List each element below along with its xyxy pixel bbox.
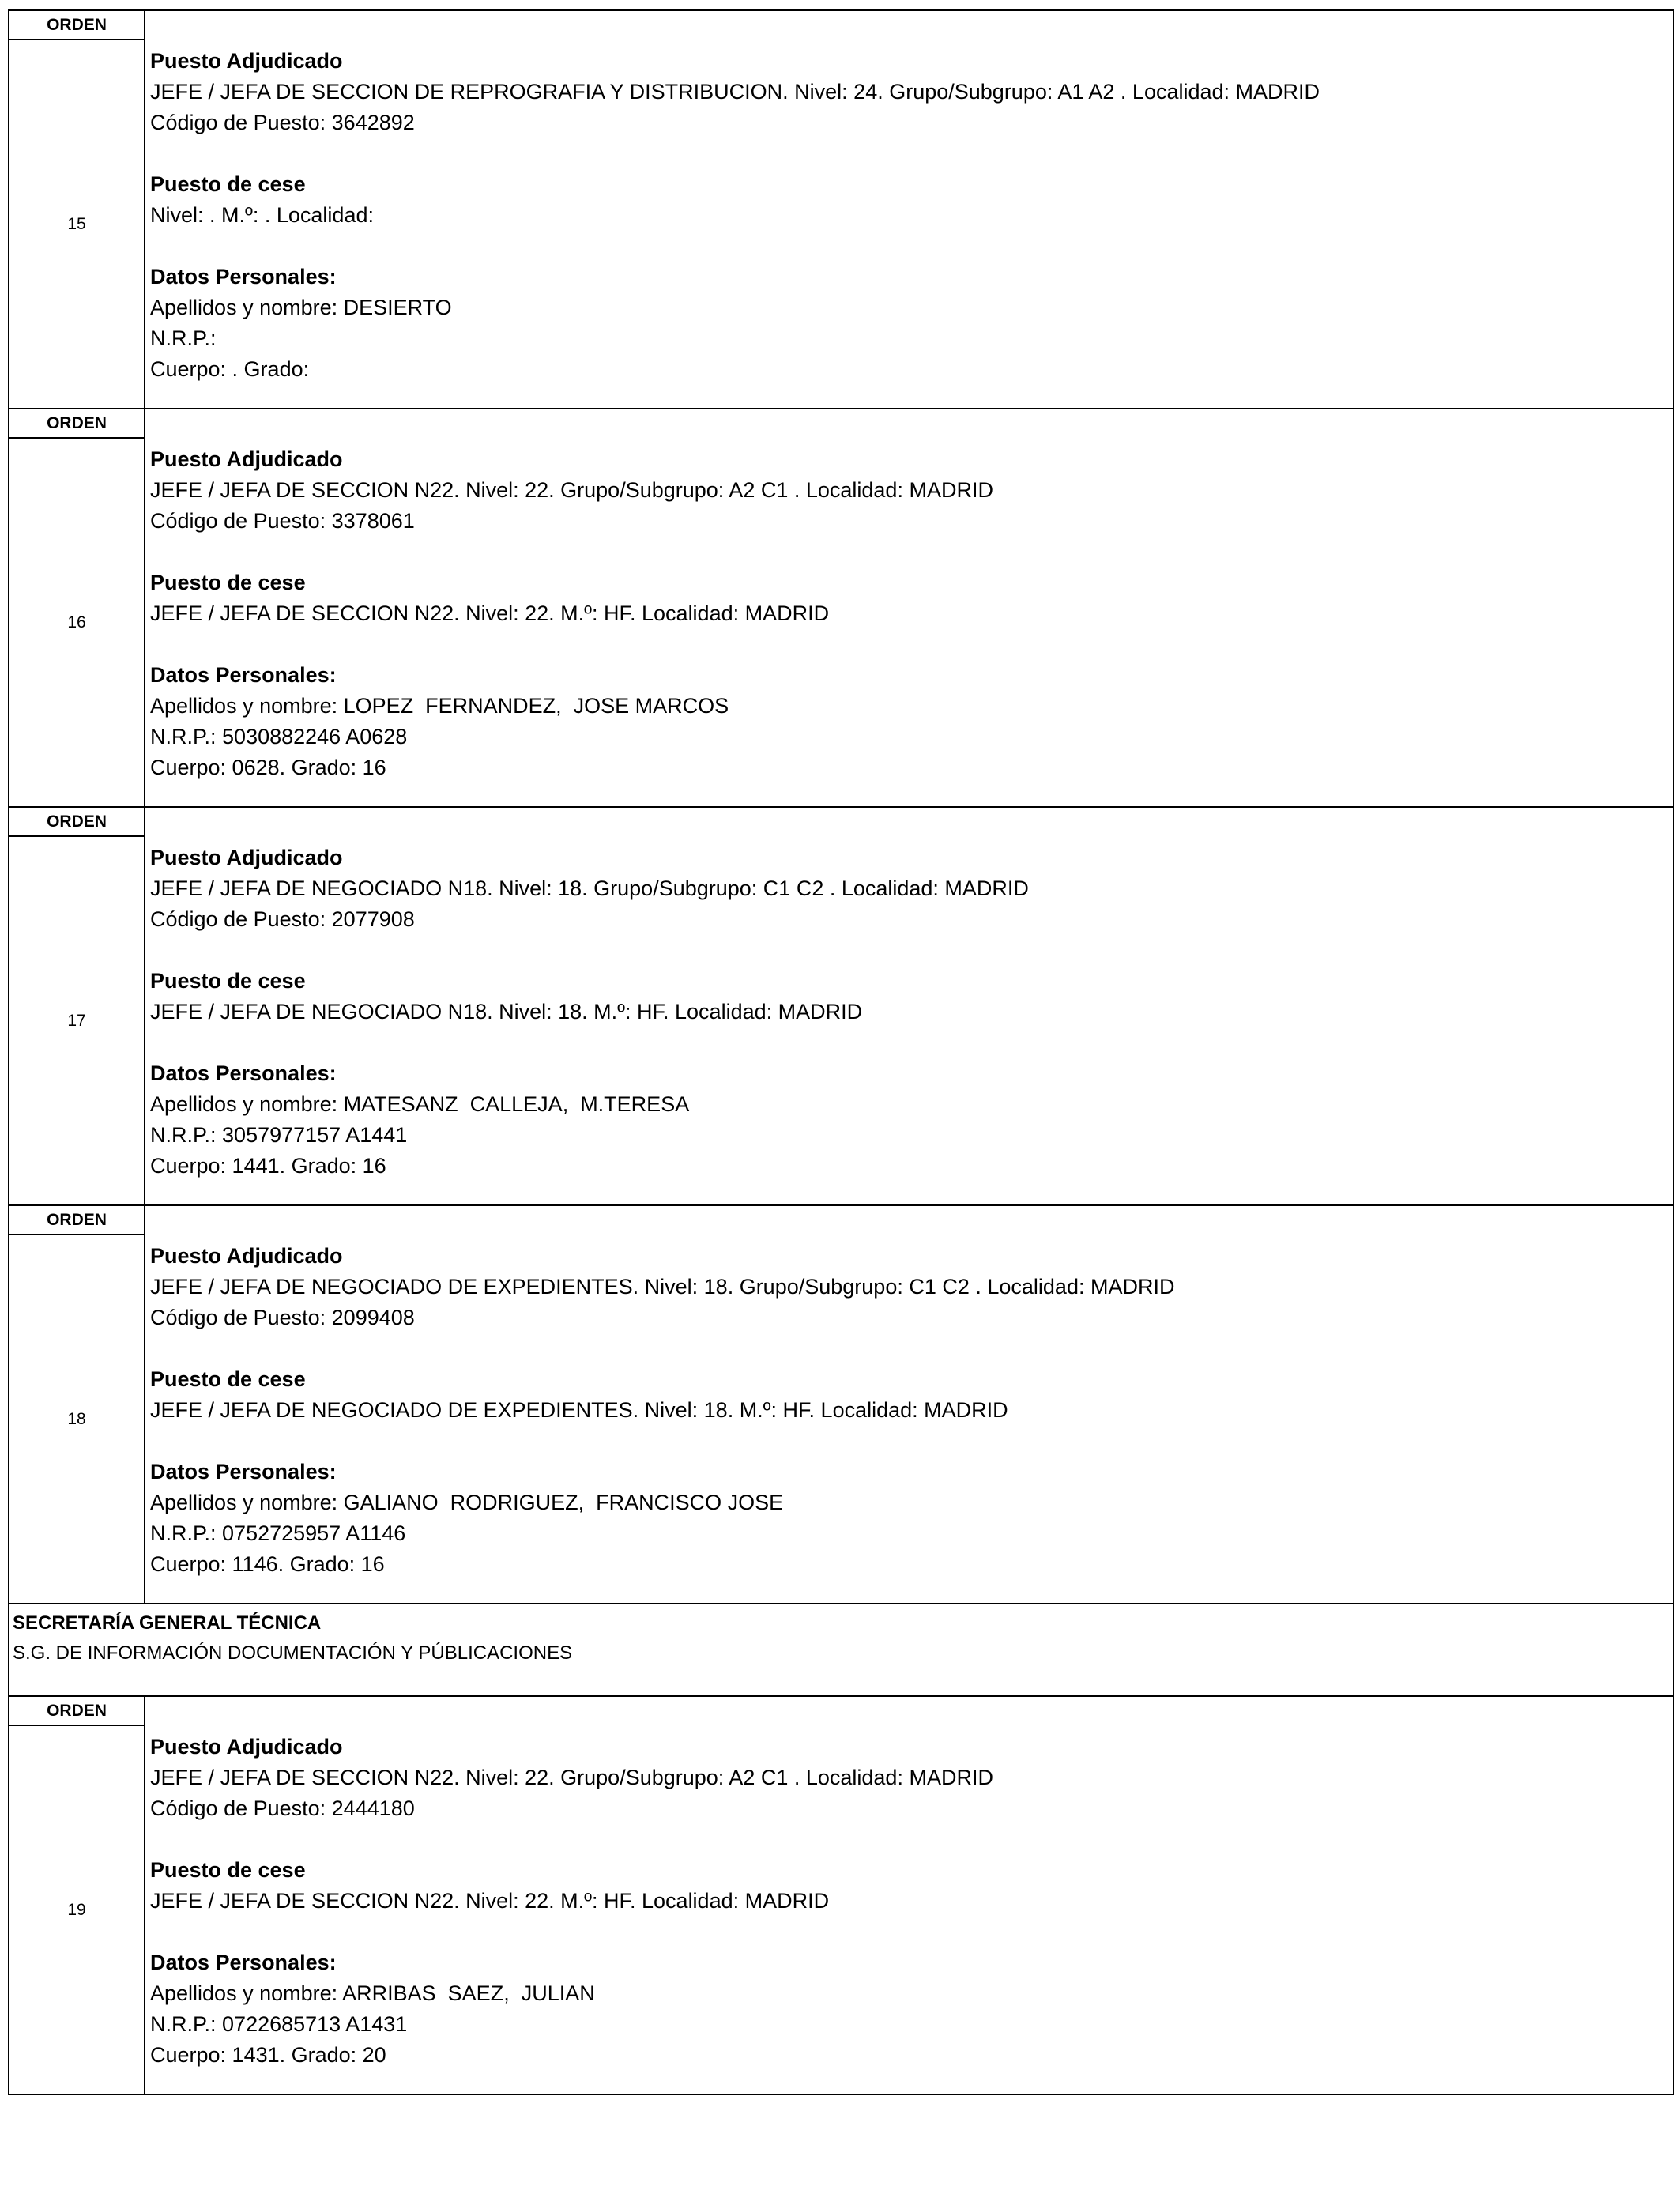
puesto-adjudicado-heading: Puesto Adjudicado (150, 846, 343, 869)
entry-row (9, 11, 1673, 409)
puesto-adjudicado-heading: Puesto Adjudicado (150, 1244, 343, 1268)
apellidos-nombre: Apellidos y nombre: LOPEZ FERNANDEZ, JOSE MARCOS (150, 694, 729, 718)
nrp: N.R.P.: 3057977157 A1441 (150, 1123, 408, 1147)
datos-personales-heading: Datos Personales: (150, 1951, 337, 1974)
orden-number: 15 (67, 214, 86, 233)
orden-number: 16 (67, 613, 86, 631)
entry-content (145, 808, 1673, 1204)
cuerpo-grado: Cuerpo: 1441. Grado: 16 (150, 1154, 386, 1178)
datos-personales-heading: Datos Personales: (150, 1460, 337, 1483)
cese-line: JEFE / JEFA DE NEGOCIADO DE EXPEDIENTES. Nivel: 18. M.º: HF. Localidad: MADRID (150, 1398, 1008, 1422)
orden-number: 17 (67, 1011, 86, 1030)
orden-label: ORDEN (9, 808, 144, 837)
cese-line: JEFE / JEFA DE SECCION N22. Nivel: 22. M.º: HF. Localidad: MADRID (150, 601, 830, 625)
codigo-puesto: Código de Puesto: 3642892 (150, 111, 415, 134)
entry-content (145, 11, 1673, 408)
orden-column (9, 808, 145, 1204)
cuerpo-grado: Cuerpo: . Grado: (150, 357, 310, 381)
puesto-cese-heading: Puesto de cese (150, 969, 306, 993)
apellidos-nombre: Apellidos y nombre: MATESANZ CALLEJA, M.TERESA (150, 1092, 690, 1116)
cese-line: Nivel: . M.º: . Localidad: (150, 203, 374, 227)
adjudicado-line: JEFE / JEFA DE SECCION N22. Nivel: 22. Grupo/Subgrupo: A2 C1 . Localidad: MADRID (150, 1766, 993, 1789)
orden-number: 18 (67, 1409, 86, 1428)
puesto-cese-heading: Puesto de cese (150, 571, 306, 594)
adjudicado-line: JEFE / JEFA DE NEGOCIADO DE EXPEDIENTES. Nivel: 18. Grupo/Subgrupo: C1 C2 . Localidad: MADRID (150, 1275, 1175, 1299)
document-table (8, 9, 1674, 2095)
codigo-puesto: Código de Puesto: 2444180 (150, 1796, 415, 1820)
adjudicado-line: JEFE / JEFA DE SECCION N22. Nivel: 22. Grupo/Subgrupo: A2 C1 . Localidad: MADRID (150, 478, 993, 502)
cuerpo-grado: Cuerpo: 1146. Grado: 16 (150, 1552, 385, 1576)
datos-personales-heading: Datos Personales: (150, 265, 337, 288)
puesto-cese-heading: Puesto de cese (150, 172, 306, 196)
entry-content (145, 409, 1673, 806)
section-title: SECRETARÍA GENERAL TÉCNICA (13, 1612, 322, 1634)
cese-line: JEFE / JEFA DE NEGOCIADO N18. Nivel: 18. M.º: HF. Localidad: MADRID (150, 1000, 863, 1023)
orden-column (9, 1206, 145, 1603)
orden-label: ORDEN (9, 1206, 144, 1235)
datos-personales-heading: Datos Personales: (150, 663, 337, 687)
orden-column (9, 11, 145, 408)
orden-column (9, 409, 145, 806)
cuerpo-grado: Cuerpo: 1431. Grado: 20 (150, 2043, 386, 2067)
orden-column (9, 1697, 145, 2094)
codigo-puesto: Código de Puesto: 2077908 (150, 907, 415, 931)
entry-row (9, 409, 1673, 808)
nrp: N.R.P.: (150, 326, 217, 350)
entry-content (145, 1697, 1673, 2094)
nrp: N.R.P.: 0752725957 A1146 (150, 1521, 406, 1545)
codigo-puesto: Código de Puesto: 3378061 (150, 509, 415, 533)
adjudicado-line: JEFE / JEFA DE NEGOCIADO N18. Nivel: 18. Grupo/Subgrupo: C1 C2 . Localidad: MADRID (150, 876, 1029, 900)
cuerpo-grado: Cuerpo: 0628. Grado: 16 (150, 756, 386, 779)
puesto-adjudicado-heading: Puesto Adjudicado (150, 447, 343, 471)
entry-content (145, 1206, 1673, 1603)
orden-label: ORDEN (9, 1697, 144, 1726)
puesto-adjudicado-heading: Puesto Adjudicado (150, 49, 343, 73)
orden-label: ORDEN (9, 11, 144, 40)
apellidos-nombre: Apellidos y nombre: GALIANO RODRIGUEZ, FRANCISCO JOSE (150, 1491, 784, 1514)
puesto-adjudicado-heading: Puesto Adjudicado (150, 1735, 343, 1759)
orden-number: 19 (67, 1900, 86, 1919)
adjudicado-line: JEFE / JEFA DE SECCION DE REPROGRAFIA Y DISTRIBUCION. Nivel: 24. Grupo/Subgrupo: A1 A2 . Localidad: MADRID (150, 80, 1320, 104)
apellidos-nombre: Apellidos y nombre: DESIERTO (150, 296, 452, 319)
entry-row (9, 1697, 1673, 2095)
cese-line: JEFE / JEFA DE SECCION N22. Nivel: 22. M.º: HF. Localidad: MADRID (150, 1889, 830, 1913)
nrp: N.R.P.: 5030882246 A0628 (150, 725, 408, 748)
codigo-puesto: Código de Puesto: 2099408 (150, 1306, 415, 1329)
datos-personales-heading: Datos Personales: (150, 1061, 337, 1085)
section-header (9, 1604, 1673, 1697)
orden-label: ORDEN (9, 409, 144, 439)
puesto-cese-heading: Puesto de cese (150, 1367, 306, 1391)
nrp: N.R.P.: 0722685713 A1431 (150, 2012, 408, 2036)
entry-row (9, 1206, 1673, 1604)
section-subtitle: S.G. DE INFORMACIÓN DOCUMENTACIÓN Y PÚBLICACIONES (13, 1642, 573, 1664)
entry-row (9, 808, 1673, 1206)
puesto-cese-heading: Puesto de cese (150, 1858, 306, 1882)
apellidos-nombre: Apellidos y nombre: ARRIBAS SAEZ, JULIAN (150, 1981, 595, 2005)
